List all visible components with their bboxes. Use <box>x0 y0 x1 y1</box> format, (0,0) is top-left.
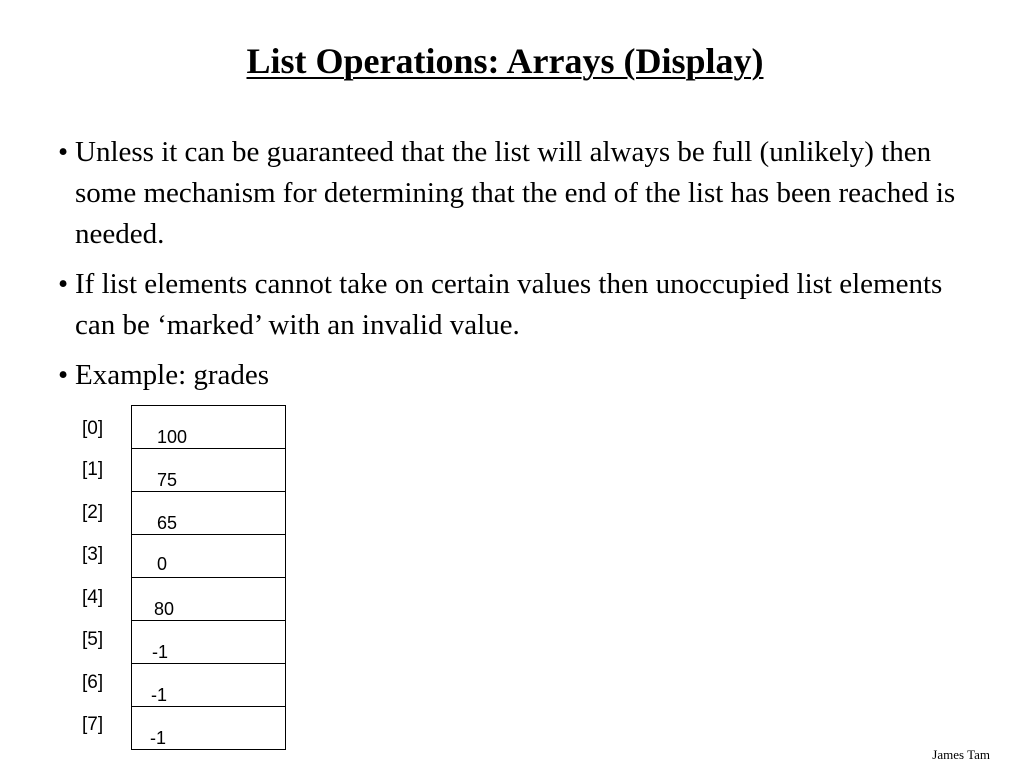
array-cell-value: 75 <box>157 470 178 490</box>
array-cell-value: 65 <box>157 513 178 533</box>
slide-title: List Operations: Arrays (Display) <box>246 41 764 81</box>
array-cells <box>131 405 286 750</box>
array-index-label: [0] <box>82 418 104 439</box>
bullet-text: Unless it can be guaranteed that the list will always be full (unlikely) then some mechanism for determining that the end of the list has been reached is needed. <box>75 136 956 250</box>
array-index-label: [1] <box>82 459 104 480</box>
array-cell-value: 100 <box>157 427 188 447</box>
bullet-marker: • <box>58 268 69 300</box>
array-cell <box>132 449 285 492</box>
author-footer: James Tam <box>932 747 990 762</box>
array-cell-value: -1 <box>152 642 169 662</box>
array-cell <box>132 621 285 664</box>
array-cell <box>132 664 285 707</box>
array-cell-value: -1 <box>150 728 167 748</box>
array-cell-value: 80 <box>154 599 175 619</box>
array-cell <box>132 707 285 749</box>
array-index-label: [6] <box>82 672 104 693</box>
array-index-label: [4] <box>82 587 104 608</box>
array-cell <box>132 406 285 449</box>
array-cell <box>132 492 285 535</box>
array-index-label: [7] <box>82 714 104 735</box>
array-index-label: [5] <box>82 629 104 650</box>
array-cell <box>132 535 285 578</box>
array-cell-value: -1 <box>151 685 168 705</box>
bullet-text: Example: grades <box>75 359 270 391</box>
array-index-label: [3] <box>82 544 104 565</box>
bullet-text: If list elements cannot take on certain values then unoccupied list elements can be ‘marked’ with an invalid value. <box>75 268 943 341</box>
bullet-marker: • <box>58 359 69 391</box>
bullet-marker: • <box>58 136 69 168</box>
array-cell <box>132 578 285 621</box>
array-cell-value: 0 <box>157 554 168 574</box>
array-index-label: [2] <box>82 502 104 523</box>
